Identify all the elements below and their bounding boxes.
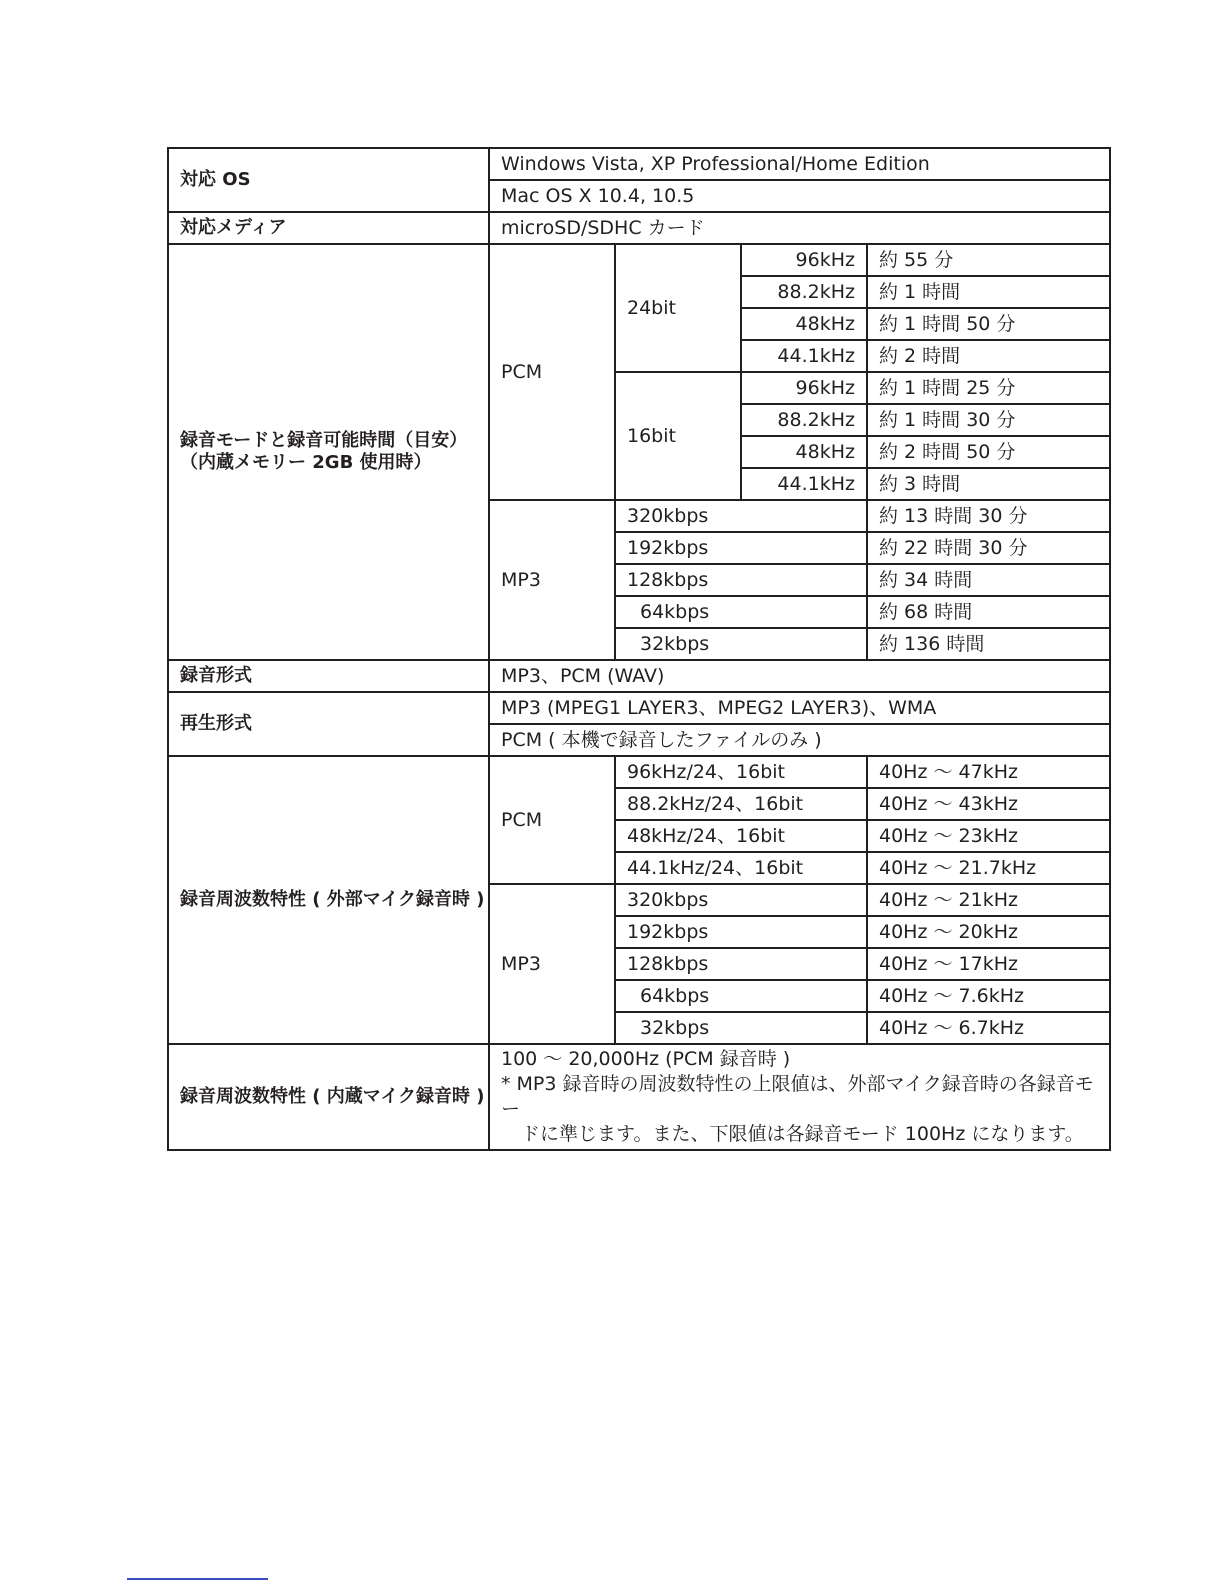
- rec-time-rate: 64kbps: [615, 596, 867, 628]
- rec-time-value: 約 3 時間: [867, 468, 1110, 500]
- freq-ext-range: 40Hz ～ 17kHz: [867, 948, 1110, 980]
- freq-ext-mode: 96kHz/24、16bit: [615, 756, 867, 788]
- rec-time-value: 約 55 分: [867, 244, 1110, 276]
- rec-format-value: MP3、PCM (WAV): [489, 660, 1110, 692]
- rec-time-pcm-bit: 24bit: [615, 244, 741, 372]
- freq-ext-row: [168, 756, 1110, 788]
- freq-int-value: [489, 1044, 1110, 1150]
- rec-time-rate: 320kbps: [615, 500, 867, 532]
- rec-time-pcm-name: PCM: [489, 244, 615, 500]
- play-format-value2: PCM ( 本機で録音したファイルのみ ): [489, 724, 1110, 756]
- freq-ext-range: 40Hz ～ 21.7kHz: [867, 852, 1110, 884]
- rec-time-rate: 44.1kHz: [741, 468, 867, 500]
- rec-time-value: 約 1 時間 30 分: [867, 404, 1110, 436]
- freq-int-line1: 100 ～ 20,000Hz (PCM 録音時 ): [501, 1048, 791, 1070]
- rec-time-rate: 48kHz: [741, 308, 867, 340]
- freq-ext-range: 40Hz ～ 21kHz: [867, 884, 1110, 916]
- freq-ext-range: 40Hz ～ 43kHz: [867, 788, 1110, 820]
- freq-ext-range: 40Hz ～ 23kHz: [867, 820, 1110, 852]
- os-row-windows: [168, 148, 1110, 180]
- rec-time-value: 約 22 時間 30 分: [867, 532, 1110, 564]
- rec-time-value: 約 136 時間: [867, 628, 1110, 660]
- media-row: [168, 212, 1110, 244]
- media-value: microSD/SDHC カード: [489, 212, 1110, 244]
- freq-ext-mode: 88.2kHz/24、16bit: [615, 788, 867, 820]
- rec-time-rate: 192kbps: [615, 532, 867, 564]
- os-mac: Mac OS X 10.4, 10.5: [489, 180, 1110, 212]
- freq-ext-mp3-name: MP3: [489, 884, 615, 1044]
- rec-time-rate: 96kHz: [741, 244, 867, 276]
- rec-time-rate: 48kHz: [741, 436, 867, 468]
- rec-time-rate: 128kbps: [615, 564, 867, 596]
- freq-ext-range: 40Hz ～ 47kHz: [867, 756, 1110, 788]
- freq-int-row: [168, 1044, 1110, 1150]
- media-label: 対応メディア: [168, 212, 489, 244]
- rec-time-row: [168, 244, 1110, 276]
- rec-time-pcm-bit: 16bit: [615, 372, 741, 500]
- freq-int-line3: ドに準じます。また、下限値は各録音モード 100Hz になります。: [521, 1123, 1084, 1145]
- rec-time-value: 約 2 時間 50 分: [867, 436, 1110, 468]
- freq-int-label: 録音周波数特性 ( 内蔵マイク録音時 ): [168, 1044, 489, 1150]
- footer-divider: [127, 1578, 268, 1580]
- rec-time-mp3-name: MP3: [489, 500, 615, 660]
- rec-time-value: 約 1 時間 25 分: [867, 372, 1110, 404]
- rec-time-value: 約 13 時間 30 分: [867, 500, 1110, 532]
- rec-format-label: 録音形式: [168, 660, 489, 692]
- rec-time-rate: 96kHz: [741, 372, 867, 404]
- freq-ext-mode: 320kbps: [615, 884, 867, 916]
- freq-ext-mode: 32kbps: [615, 1012, 867, 1044]
- freq-ext-range: 40Hz ～ 7.6kHz: [867, 980, 1110, 1012]
- play-format-label: 再生形式: [168, 692, 489, 756]
- rec-format-row: [168, 660, 1110, 692]
- rec-time-label-line2: （内蔵メモリー 2GB 使用時）: [180, 452, 432, 473]
- rec-time-label-line1: 録音モードと録音可能時間（目安）: [180, 430, 468, 451]
- freq-ext-mode: 48kHz/24、16bit: [615, 820, 867, 852]
- os-label: 対応 OS: [168, 148, 489, 212]
- play-format-value1: MP3 (MPEG1 LAYER3、MPEG2 LAYER3)、WMA: [489, 692, 1110, 724]
- rec-time-value: 約 2 時間: [867, 340, 1110, 372]
- freq-ext-label: 録音周波数特性 ( 外部マイク録音時 ): [168, 756, 489, 1044]
- rec-time-value: 約 34 時間: [867, 564, 1110, 596]
- freq-ext-mode: 64kbps: [615, 980, 867, 1012]
- rec-time-rate: 88.2kHz: [741, 276, 867, 308]
- rec-time-rate: 88.2kHz: [741, 404, 867, 436]
- freq-int-line2: * MP3 録音時の周波数特性の上限値は、外部マイク録音時の各録音モー: [501, 1073, 1094, 1120]
- freq-ext-mode: 128kbps: [615, 948, 867, 980]
- rec-time-value: 約 1 時間: [867, 276, 1110, 308]
- freq-ext-range: 40Hz ～ 20kHz: [867, 916, 1110, 948]
- freq-ext-mode: 192kbps: [615, 916, 867, 948]
- rec-time-label: [168, 244, 489, 660]
- freq-ext-range: 40Hz ～ 6.7kHz: [867, 1012, 1110, 1044]
- play-format-row: [168, 692, 1110, 724]
- rec-time-value: 約 1 時間 50 分: [867, 308, 1110, 340]
- freq-ext-pcm-name: PCM: [489, 756, 615, 884]
- spec-table: [167, 147, 1111, 1151]
- rec-time-value: 約 68 時間: [867, 596, 1110, 628]
- rec-time-rate: 32kbps: [615, 628, 867, 660]
- rec-time-rate: 44.1kHz: [741, 340, 867, 372]
- freq-ext-mode: 44.1kHz/24、16bit: [615, 852, 867, 884]
- os-windows: Windows Vista, XP Professional/Home Edition: [489, 148, 1110, 180]
